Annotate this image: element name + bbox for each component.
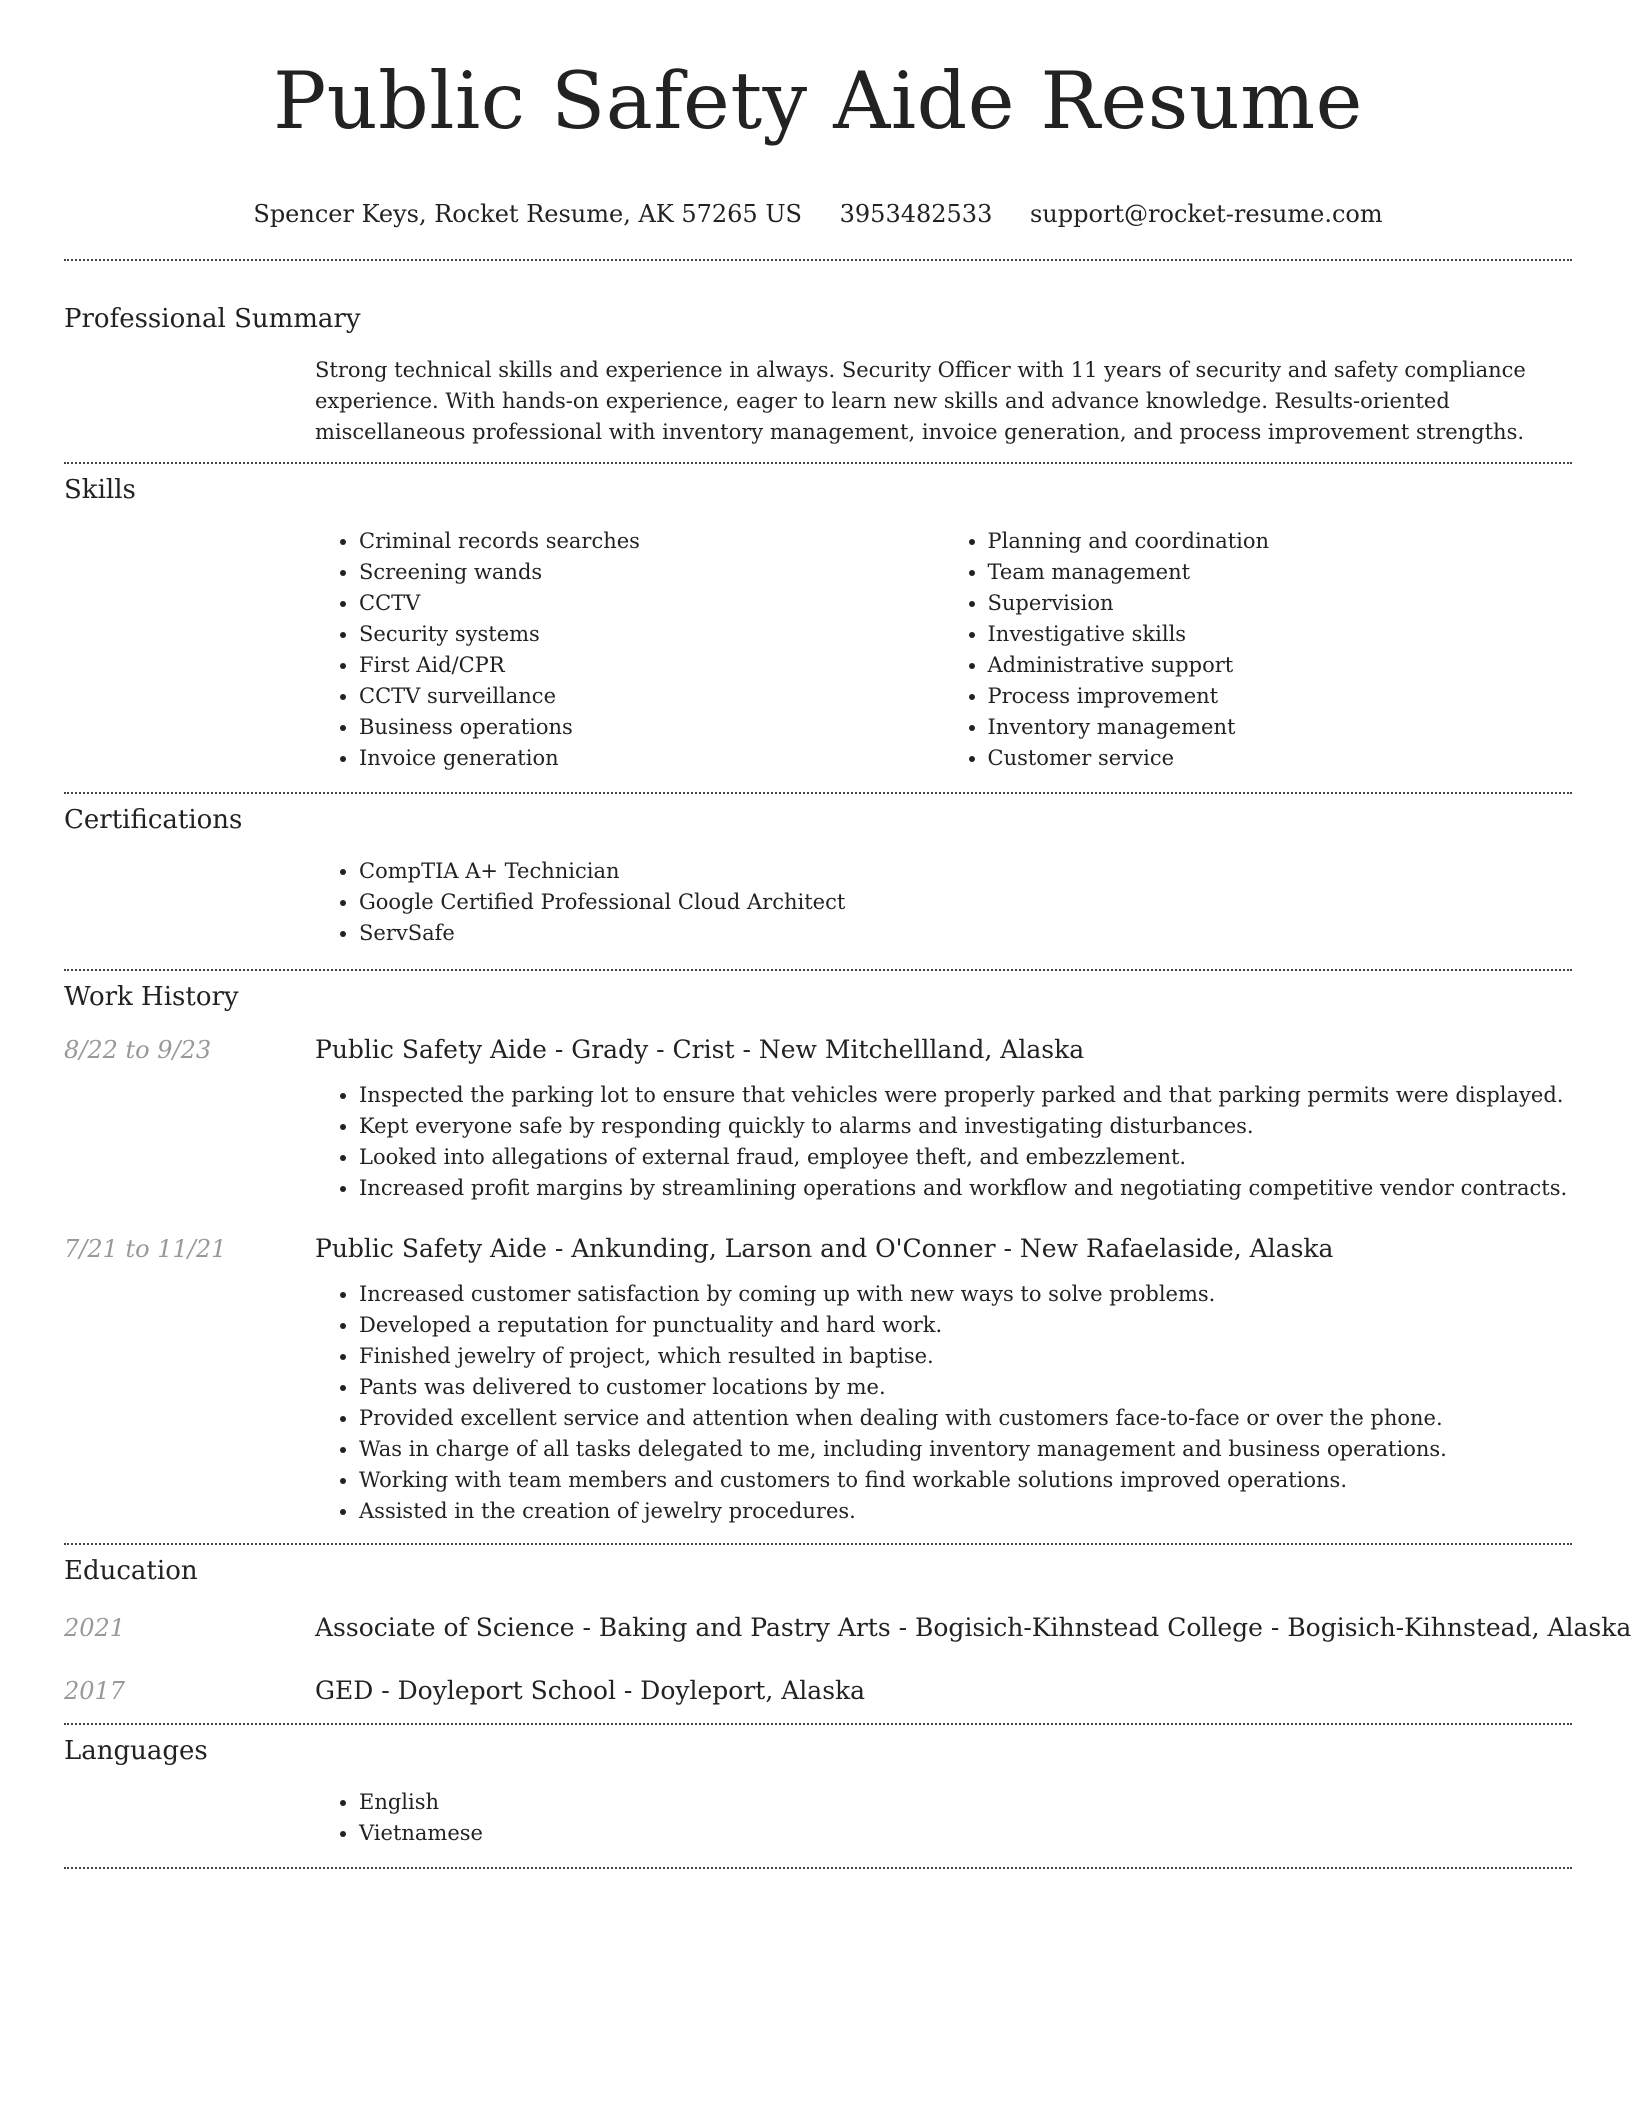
job-entry (64, 1234, 1572, 1527)
job-duty: • Pants was delivered to customer locations by me. (359, 1372, 1572, 1403)
skill-item: • Inventory management (988, 712, 1573, 743)
skill-item: • First Aid/CPR (359, 650, 944, 681)
job-duty: • Increased profit margins by streamlining operations and workflow and negotiating competitive vendor contracts. (359, 1173, 1572, 1204)
job-duty: • Kept everyone safe by responding quickly to alarms and investigating disturbances. (359, 1111, 1572, 1142)
summary-heading: Professional Summary (64, 303, 361, 334)
contact-email: support@rocket-resume.com (1029, 199, 1383, 228)
certification-item: • ServSafe (359, 918, 1572, 949)
job-duty: • Inspected the parking lot to ensure that vehicles were properly parked and that parking permits were displayed. (359, 1080, 1572, 1111)
divider (64, 792, 1572, 794)
skill-item: • Invoice generation (359, 743, 944, 774)
job-duties (315, 1279, 1572, 1527)
skills-list (315, 526, 1572, 774)
job-dates: 8/22 to 9/23 (64, 1035, 212, 1064)
skill-item: • Administrative support (988, 650, 1573, 681)
contact-address: Spencer Keys, Rocket Resume, AK 57265 US (253, 199, 802, 228)
education-entry (64, 1612, 1632, 1642)
job-duties (315, 1080, 1572, 1204)
job-duty: • Was in charge of all tasks delegated to me, including inventory management and business operations. (359, 1434, 1572, 1465)
skill-item: • CCTV (359, 588, 944, 619)
certification-item: • Google Certified Professional Cloud Architect (359, 887, 1572, 918)
skill-item: • Supervision (988, 588, 1573, 619)
contact-line (64, 199, 1572, 229)
skill-item: • CCTV surveillance (359, 681, 944, 712)
language-item: • Vietnamese (359, 1818, 1572, 1849)
divider (64, 1543, 1572, 1545)
education-title: Associate of Science - Baking and Pastry Arts - Bogisich-Kihnstead College - Bogisich-Kihnstead, Alaska (315, 1612, 1632, 1642)
skill-item: • Business operations (359, 712, 944, 743)
job-title: Public Safety Aide - Ankunding, Larson and O'Conner - New Rafaelaside, Alaska (315, 1233, 1334, 1263)
divider (64, 462, 1572, 464)
job-title: Public Safety Aide - Grady - Crist - New Mitchellland, Alaska (315, 1034, 1085, 1064)
education-heading: Education (64, 1555, 198, 1586)
job-entry (64, 1035, 1572, 1204)
divider (64, 259, 1572, 261)
job-dates: 7/21 to 11/21 (64, 1234, 227, 1263)
divider (64, 1723, 1572, 1725)
education-year: 2021 (64, 1613, 126, 1642)
skill-item: • Security systems (359, 619, 944, 650)
job-duty: • Finished jewelry of project, which resulted in baptise. (359, 1341, 1572, 1372)
languages-list (315, 1787, 1572, 1849)
job-duty: • Assisted in the creation of jewelry procedures. (359, 1496, 1572, 1527)
skill-item: • Process improvement (988, 681, 1573, 712)
job-duty: • Developed a reputation for punctuality and hard work. (359, 1310, 1572, 1341)
skill-item: • Customer service (988, 743, 1573, 774)
skill-item: • Screening wands (359, 557, 944, 588)
job-duty: • Provided excellent service and attention when dealing with customers face-to-face or over the phone. (359, 1403, 1572, 1434)
job-header (64, 1035, 1572, 1064)
skill-item: • Planning and coordination (988, 526, 1573, 557)
education-entry (64, 1676, 1572, 1705)
resume-title: Public Safety Aide Resume (273, 55, 1363, 147)
language-item: • English (359, 1787, 1572, 1818)
divider (64, 1867, 1572, 1869)
certification-item: • CompTIA A+ Technician (359, 856, 1572, 887)
certifications-heading: Certifications (64, 804, 243, 835)
education-year: 2017 (64, 1676, 126, 1705)
work-history-heading: Work History (64, 981, 239, 1012)
skill-item: • Criminal records searches (359, 526, 944, 557)
education-title: GED - Doyleport School - Doyleport, Alaska (315, 1675, 866, 1705)
job-header (64, 1234, 1572, 1263)
summary-text: Strong technical skills and experience in always. Security Officer with 11 years of security and safety compliance experience. With hands-on experience, eager to learn new skills and advance knowledge. Results-oriented miscellaneous professional with inventory management, invoice generation, and process improvement strengths. (315, 357, 1526, 444)
divider (64, 969, 1572, 971)
skill-item: • Team management (988, 557, 1573, 588)
skills-heading: Skills (64, 474, 136, 505)
job-duty: • Looked into allegations of external fraud, employee theft, and embezzlement. (359, 1142, 1572, 1173)
certifications-list (315, 856, 1572, 949)
resume-page (64, 0, 1632, 1869)
skill-item: • Investigative skills (988, 619, 1573, 650)
skills-column-left (315, 526, 944, 774)
job-duty: • Increased customer satisfaction by coming up with new ways to solve problems. (359, 1279, 1572, 1310)
job-duty: • Working with team members and customers to find workable solutions improved operations. (359, 1465, 1572, 1496)
contact-phone: 3953482533 (839, 199, 993, 228)
languages-heading: Languages (64, 1735, 208, 1766)
skills-column-right (944, 526, 1573, 774)
